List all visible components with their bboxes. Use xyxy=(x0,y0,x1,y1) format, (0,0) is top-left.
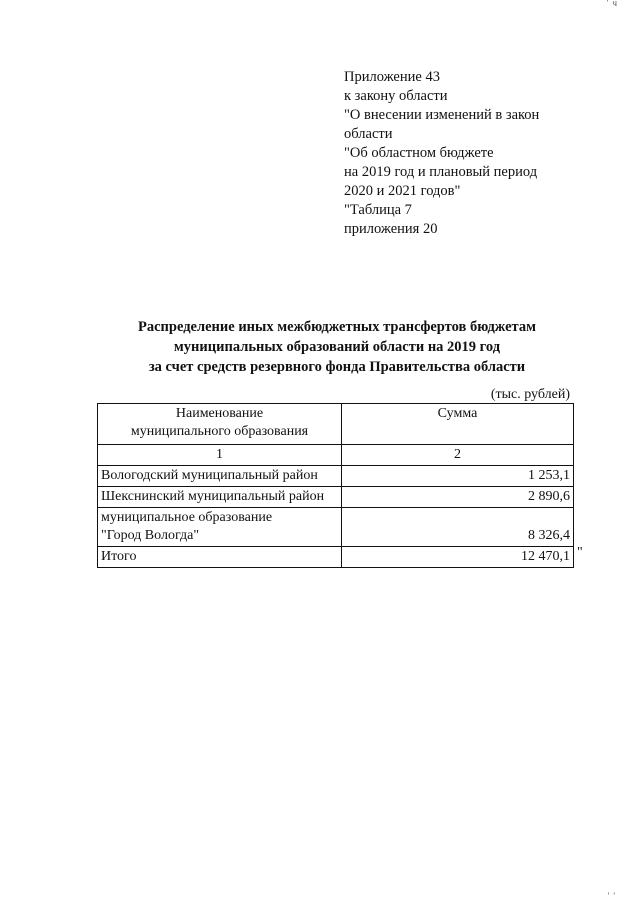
units-label: (тыс. рублей) xyxy=(490,387,570,402)
row-name: муниципальное образование "Город Вологда" xyxy=(98,508,342,547)
total-amount: 12 470,1 xyxy=(342,547,574,568)
appendix-line: "Об областном бюджете xyxy=(344,145,494,161)
appendix-line: приложения 20 xyxy=(344,221,438,237)
closing-quote: " xyxy=(577,545,583,560)
appendix-line: к закону области xyxy=(344,88,448,104)
appendix-line: на 2019 год и плановый период xyxy=(344,164,538,180)
appendix-line: области xyxy=(344,126,393,142)
row-amount: 1 253,1 xyxy=(342,466,574,487)
column-number-row xyxy=(98,445,574,466)
column-number-2: 2 xyxy=(342,445,574,466)
row-name: Шекснинский муниципальный район xyxy=(98,487,342,508)
column-number-1: 1 xyxy=(98,445,342,466)
title-line: муниципальных образований области на 2019 год xyxy=(173,339,501,355)
total-row xyxy=(98,547,574,568)
appendix-line: "Таблица 7 xyxy=(344,202,412,218)
appendix-line: "О внесении изменений в закон xyxy=(344,107,540,123)
column-header-amount: Сумма xyxy=(342,404,574,445)
row-name: Вологодский муниципальный район xyxy=(98,466,342,487)
row-amount: 2 890,6 xyxy=(342,487,574,508)
appendix-line: Приложение 43 xyxy=(344,69,440,85)
title-line: Распределение иных межбюджетных трансфертов бюджетам xyxy=(138,319,536,335)
appendix-line: 2020 и 2021 годов" xyxy=(344,183,461,199)
table-row xyxy=(98,466,574,487)
table-row xyxy=(98,508,574,547)
title-line: за счет средств резервного фонда Правительства области xyxy=(148,359,526,375)
table-row xyxy=(98,487,574,508)
row-amount: 8 326,4 xyxy=(342,508,574,547)
document-title xyxy=(100,317,574,377)
total-label: Итого xyxy=(98,547,342,568)
scan-corner-mark-bottom: ' ' xyxy=(607,891,616,901)
scan-corner-mark-top: ' ч xyxy=(606,0,618,8)
table-header-row xyxy=(98,404,574,445)
transfers-table xyxy=(97,403,574,568)
appendix-reference-block xyxy=(344,68,539,239)
column-header-name: Наименование муниципального образования xyxy=(98,404,342,445)
